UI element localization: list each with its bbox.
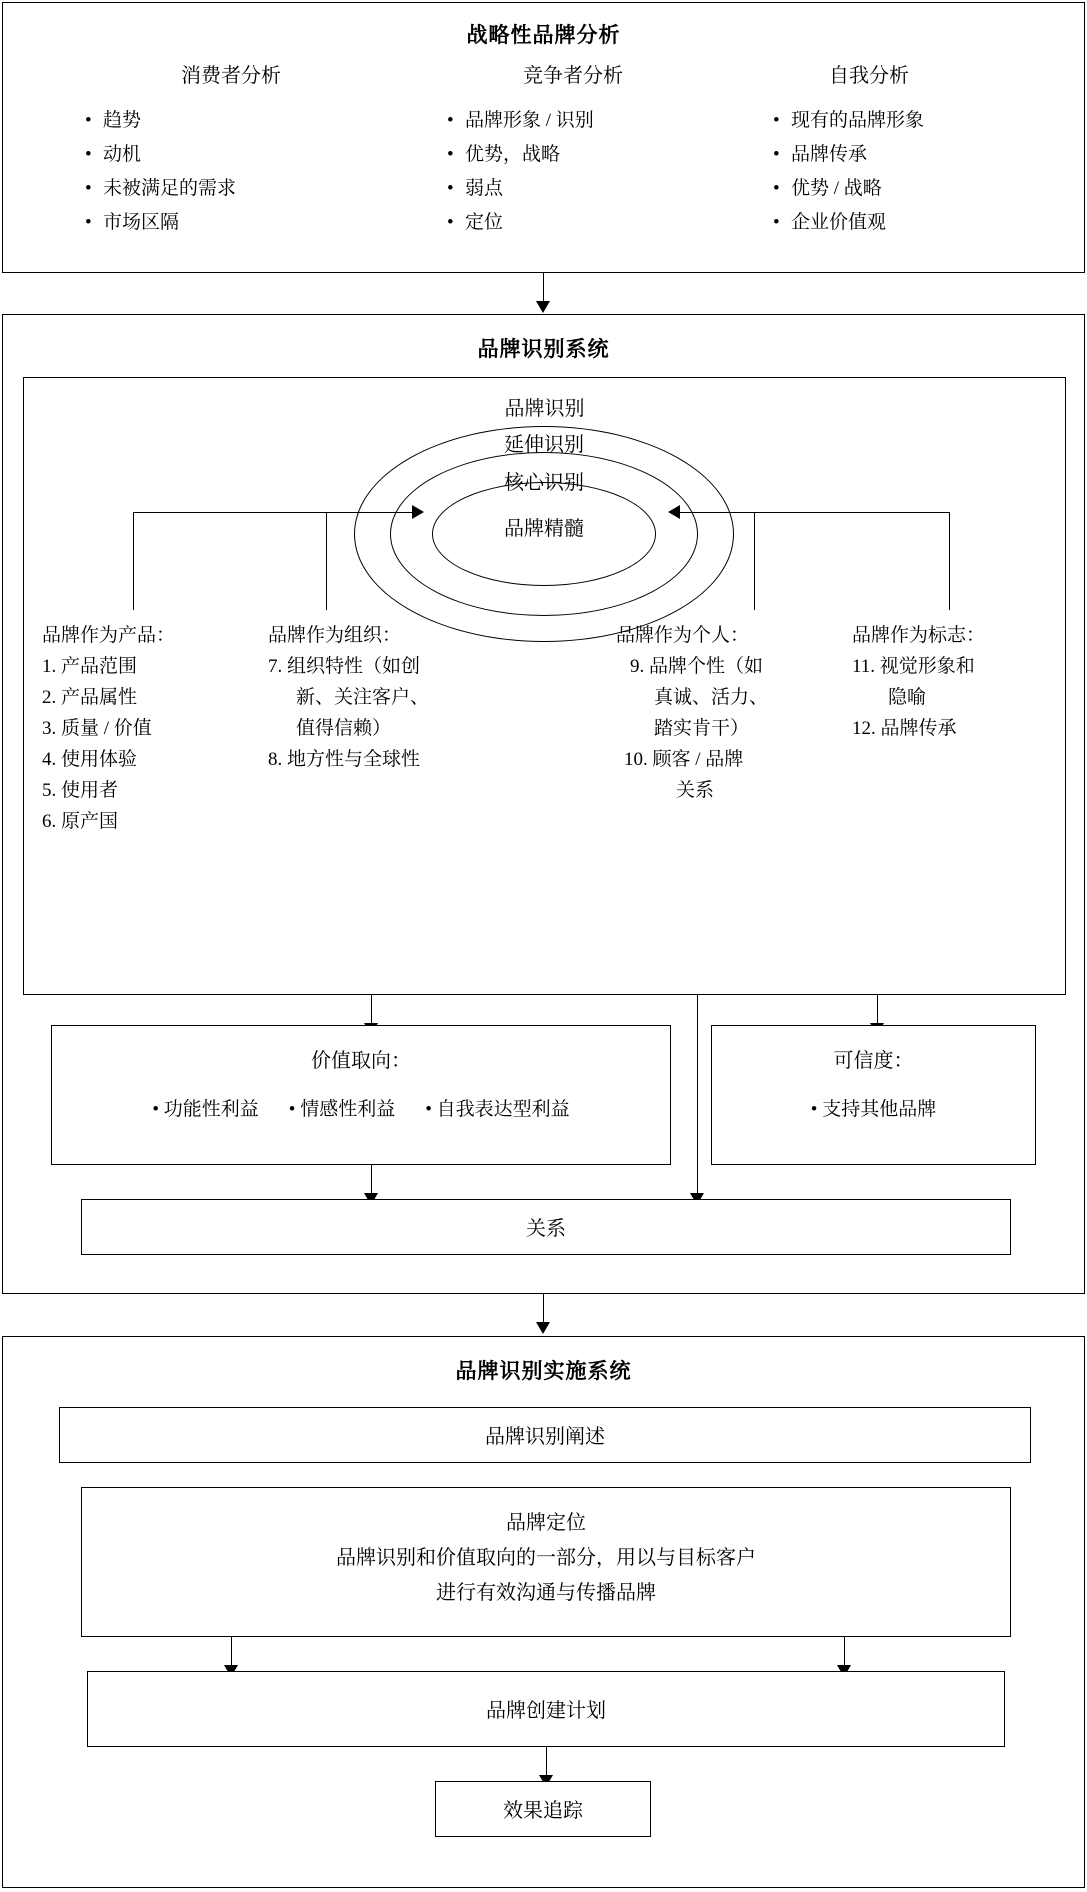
identity-elaboration-label: 品牌识别阐述	[485, 1426, 605, 1448]
consumer-analysis-column	[91, 59, 371, 240]
brand-positioning-title: 品牌定位	[506, 1512, 586, 1534]
extended-identity-label: 延伸识别	[504, 434, 584, 456]
brand-as-organization-line: 值得信赖）	[296, 718, 392, 739]
connector-right-outer-head	[668, 505, 680, 519]
brand-as-person-heading: 品牌作为个人：	[616, 625, 750, 646]
brand-essence-label: 品牌精髓	[504, 518, 584, 540]
arrow-head	[536, 301, 550, 313]
list-item: • 优势，战略	[443, 138, 713, 172]
connector-right-inner	[754, 512, 755, 610]
brand-as-product-line: 4. 使用体验	[42, 749, 138, 770]
credibility-items	[712, 1094, 1035, 1121]
implementation-system-box	[2, 1336, 1085, 1888]
connector-left-outer-h	[133, 512, 416, 513]
value-proposition-items	[52, 1094, 670, 1121]
connector-right-outer	[949, 512, 950, 610]
brand-as-organization-line: 8. 地方性与全球性	[268, 749, 421, 770]
value-item: • 功能性利益	[152, 1099, 259, 1120]
brand-as-organization-line: 7. 组织特性（如创	[268, 656, 421, 677]
connector-left-outer-head	[412, 505, 424, 519]
arrow-head	[536, 1322, 550, 1334]
list-item: • 动机	[81, 138, 371, 172]
list-item: • 企业价值观	[769, 206, 1053, 240]
list-item: • 优势 / 战略	[769, 172, 1053, 206]
competitor-analysis-list	[443, 104, 713, 240]
list-item: • 现有的品牌形象	[769, 104, 1053, 138]
brand-as-person-column	[616, 620, 846, 806]
value-proposition-box	[51, 1025, 671, 1165]
list-item: • 弱点	[443, 172, 713, 206]
brand-as-organization-column	[268, 620, 518, 775]
self-analysis-column	[763, 59, 1053, 240]
brand-positioning-box	[81, 1487, 1011, 1637]
value-item: • 情感性利益	[288, 1099, 396, 1120]
strategic-analysis-title: 战略性品牌分析	[466, 23, 621, 47]
consumer-analysis-list	[81, 104, 371, 240]
brand-build-plan-label: 品牌创建计划	[486, 1700, 606, 1722]
list-item: • 未被满足的需求	[81, 172, 371, 206]
relationship-box	[81, 1199, 1011, 1255]
brand-as-organization-heading: 品牌作为组织：	[268, 625, 402, 646]
brand-as-product-line: 3. 质量 / 价值	[42, 718, 152, 739]
strategic-analysis-box	[2, 2, 1085, 273]
competitor-analysis-heading: 竞争者分析	[523, 65, 623, 87]
list-item: • 趋势	[81, 104, 371, 138]
connector-right-outer-h	[672, 512, 950, 513]
effect-tracking-label: 效果追踪	[503, 1800, 583, 1822]
implementation-system-title: 品牌识别实施系统	[455, 1359, 632, 1383]
brand-as-product-line: 6. 原产国	[42, 811, 119, 832]
brand-as-organization-line: 新、关注客户、	[296, 687, 430, 708]
arrow-shaft	[697, 995, 698, 1197]
competitor-analysis-column	[433, 59, 713, 240]
core-identity-label: 核心识别	[504, 472, 584, 494]
brand-as-product-column	[42, 620, 252, 837]
brand-identity-inner-box	[23, 377, 1066, 995]
identity-system-box	[2, 314, 1085, 1294]
brand-build-plan-box	[87, 1671, 1005, 1747]
brand-as-person-line: 踏实肯干）	[654, 718, 750, 739]
connector-left-outer	[133, 512, 134, 610]
connector-left-inner	[326, 512, 327, 610]
credibility-item: • 支持其他品牌	[810, 1099, 937, 1120]
brand-as-symbol-line: 12. 品牌传承	[852, 718, 957, 739]
brand-positioning-line3: 进行有效沟通与传播品牌	[436, 1582, 656, 1604]
effect-tracking-box	[435, 1781, 651, 1837]
brand-as-product-heading: 品牌作为产品：	[42, 625, 176, 646]
brand-as-product-line: 2. 产品属性	[42, 687, 138, 708]
identity-system-title: 品牌识别系统	[477, 337, 610, 361]
credibility-box	[711, 1025, 1036, 1165]
list-item: • 市场区隔	[81, 206, 371, 240]
brand-as-symbol-line: 11. 视觉形象和	[852, 656, 975, 677]
self-analysis-list	[769, 104, 1053, 240]
relationship-label: 关系	[526, 1218, 566, 1240]
list-item: • 定位	[443, 206, 713, 240]
brand-as-symbol-column	[852, 620, 1067, 744]
consumer-analysis-heading: 消费者分析	[181, 65, 281, 87]
credibility-heading: 可信度：	[833, 1050, 914, 1072]
value-proposition-heading: 价值取向：	[311, 1050, 411, 1072]
value-item: • 自我表达型利益	[425, 1099, 570, 1120]
brand-as-person-line: 真诚、活力、	[654, 687, 769, 708]
brand-as-product-line: 5. 使用者	[42, 780, 119, 801]
brand-identity-label: 品牌识别	[504, 398, 585, 420]
brand-as-symbol-line: 隐喻	[888, 687, 927, 708]
identity-elaboration-box	[59, 1407, 1031, 1463]
self-analysis-heading: 自我分析	[829, 65, 909, 87]
brand-as-person-line: 9. 品牌个性（如	[630, 656, 764, 677]
brand-as-product-line: 1. 产品范围	[42, 656, 138, 677]
brand-as-person-line: 关系	[676, 780, 715, 801]
brand-as-symbol-heading: 品牌作为标志：	[852, 625, 986, 646]
brand-as-person-line: 10. 顾客 / 品牌	[624, 749, 744, 770]
list-item: • 品牌传承	[769, 138, 1053, 172]
list-item: • 品牌形象 / 识别	[443, 104, 713, 138]
brand-positioning-line2: 品牌识别和价值取向的一部分，用以与目标客户	[336, 1547, 756, 1569]
